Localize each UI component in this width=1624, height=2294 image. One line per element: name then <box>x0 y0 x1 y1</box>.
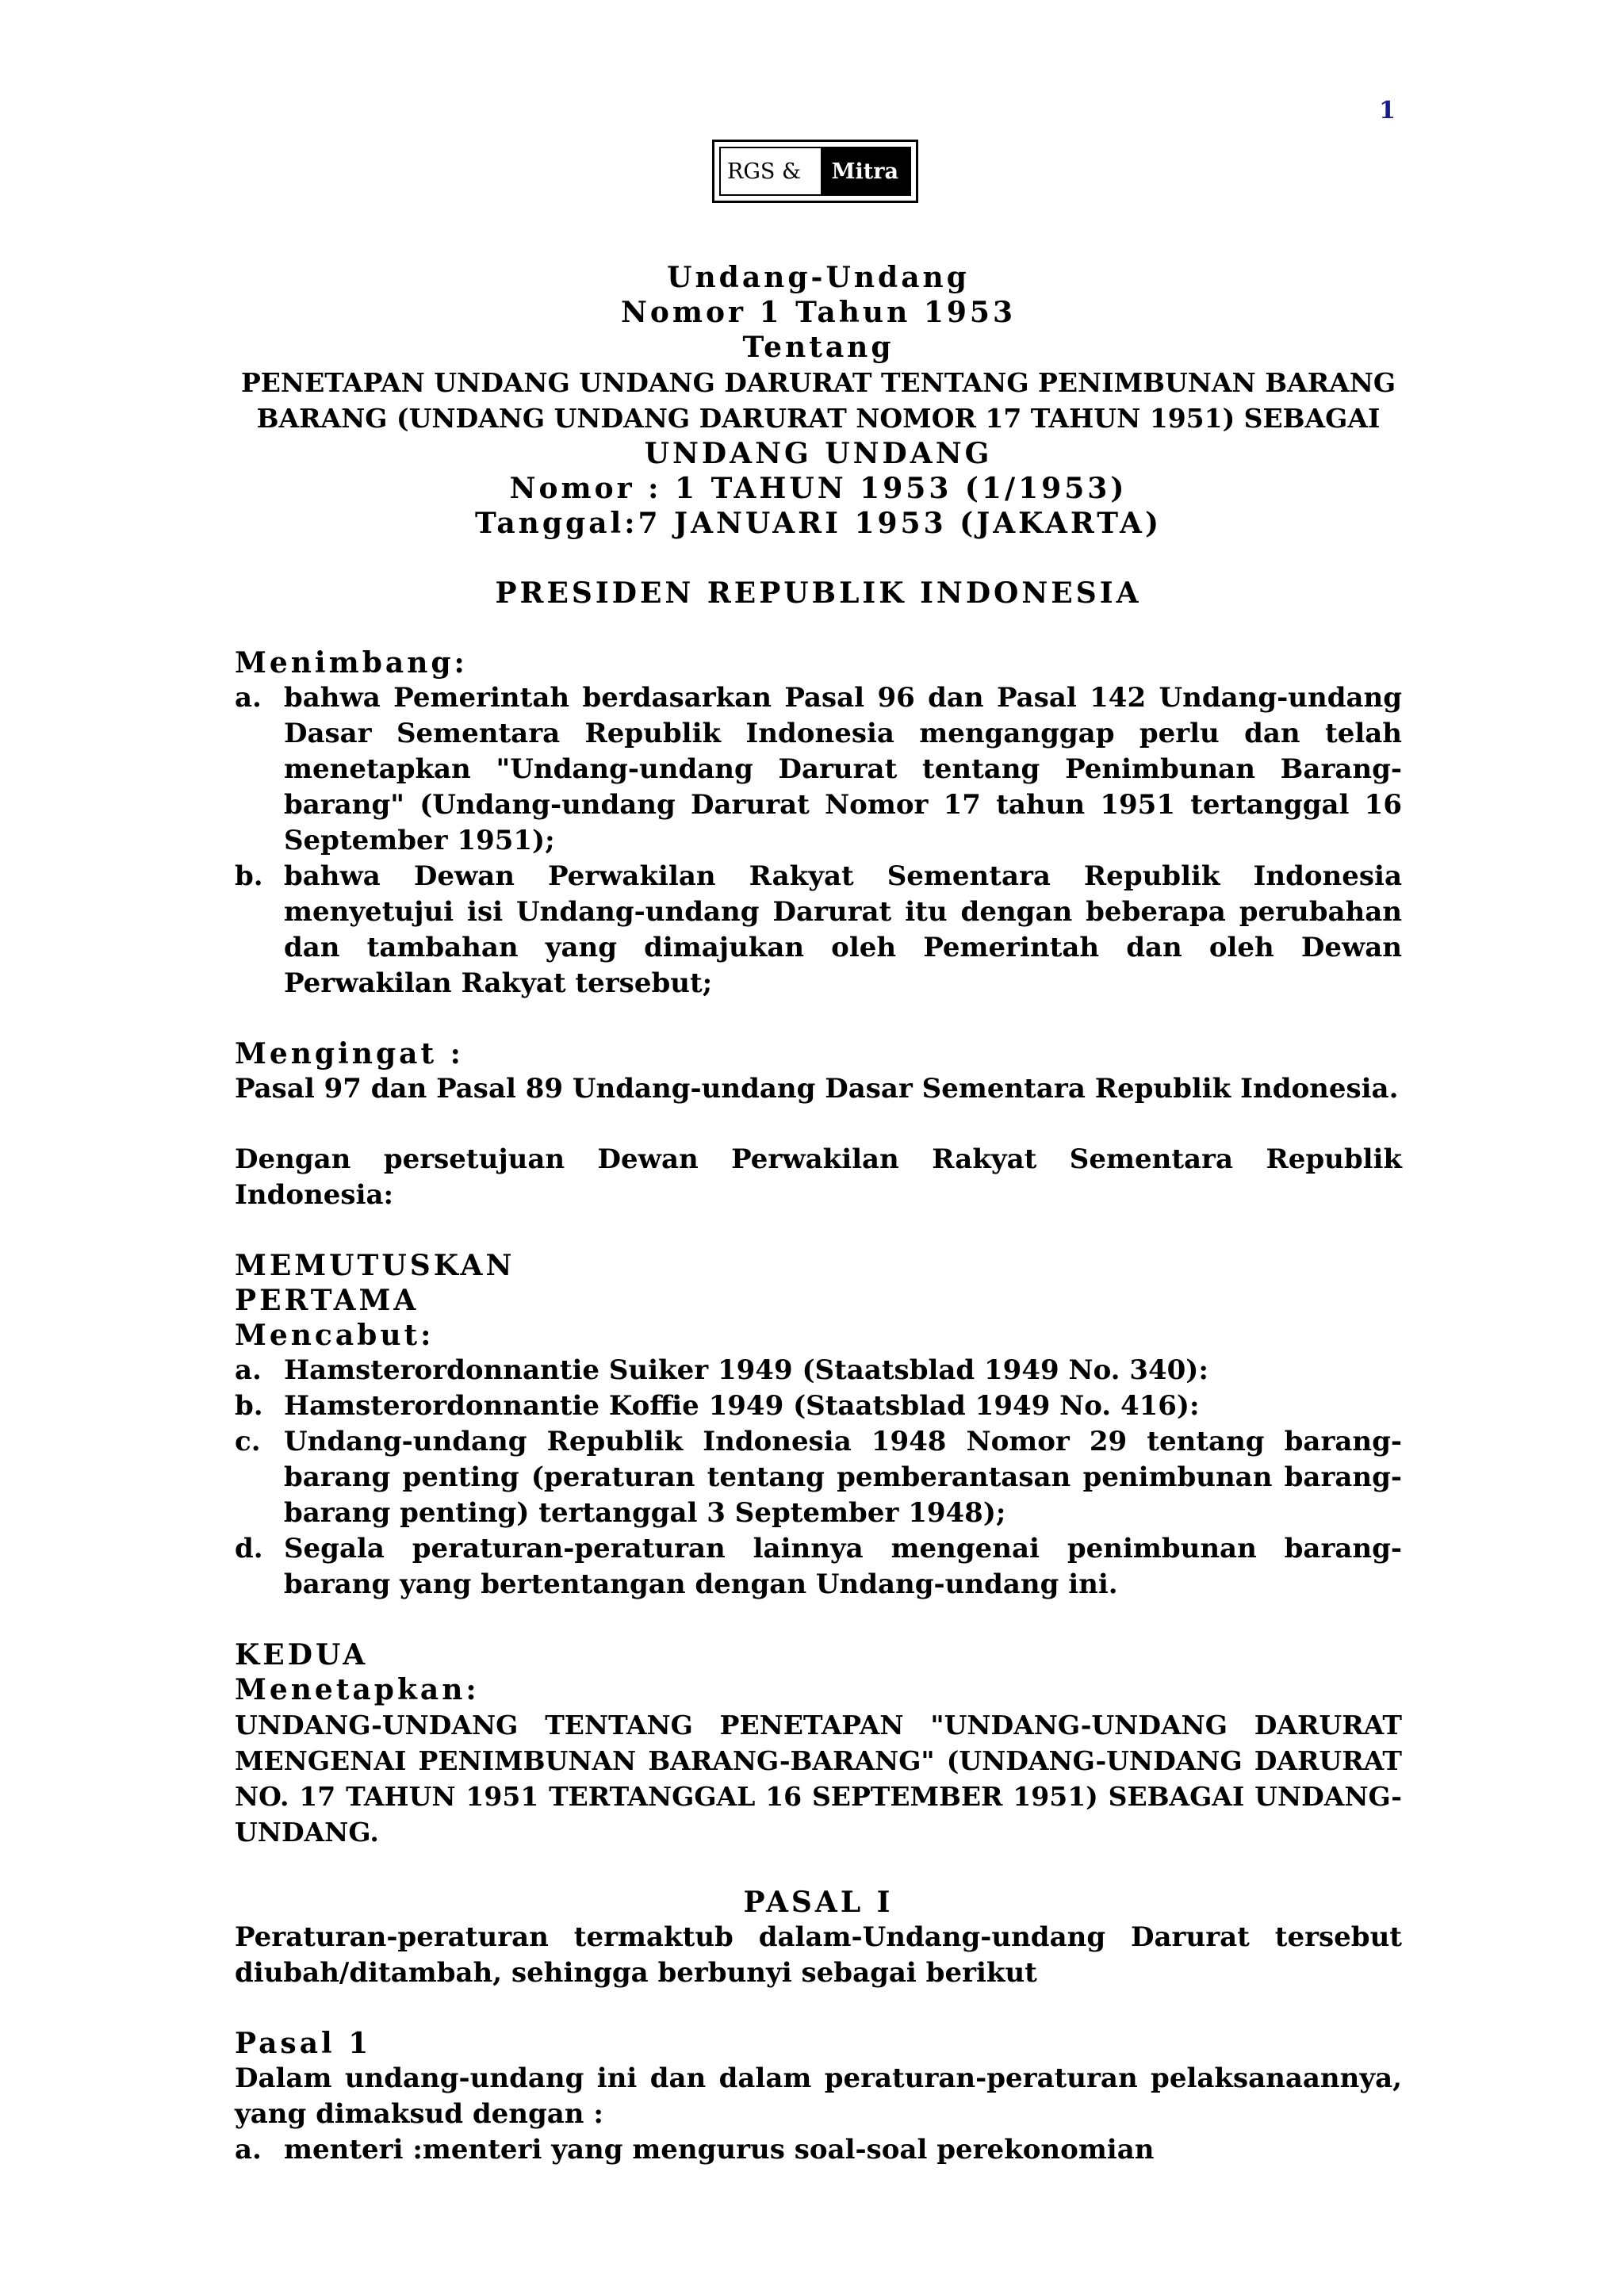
mencabut-item <box>235 1353 1402 1388</box>
menetapkan-text: UNDANG-UNDANG TENTANG PENETAPAN "UNDANG-UNDANG DARURAT MENGENAI PENIMBUNAN BARANG-BARANG" (UNDANG-UNDANG DARURAT NO. 17 TAHUN 1951 TERTANGGAL 16 SEPTEMBER 1951) SEBAGAI UNDANG-UNDANG. <box>235 1710 1402 1848</box>
item-label: b. <box>235 860 263 892</box>
pertama-heading: PERTAMA <box>235 1284 419 1317</box>
mencabut-item <box>235 1388 1402 1424</box>
header-line-8: Tanggal:7 JANUARI 1953 (JAKARTA) <box>475 507 1162 540</box>
header-line-2: Nomor 1 Tahun 1953 <box>620 296 1017 329</box>
item-label: a. <box>235 2134 262 2166</box>
mengingat-heading: Mengingat : <box>235 1037 464 1070</box>
header-line-3: Tentang <box>742 331 894 364</box>
page-number: 1 <box>1379 97 1396 124</box>
item-label: b. <box>235 1390 263 1422</box>
document-body <box>235 260 1402 2168</box>
president-heading: PRESIDEN REPUBLIK INDONESIA <box>495 576 1142 610</box>
item-text: Hamsterordonnantie Koffie 1949 (Staatsblad 1949 No. 416): <box>284 1390 1200 1422</box>
menimbang-heading: Menimbang: <box>235 646 468 680</box>
mencabut-item <box>235 1424 1402 1531</box>
logo-right-text: Mitra <box>821 148 910 194</box>
rgs-mitra-logo <box>712 140 918 203</box>
header-line-4: PENETAPAN UNDANG UNDANG DARURAT TENTANG PENIMBUNAN BARANG <box>240 367 1396 398</box>
pasal-1-item <box>235 2132 1402 2168</box>
persetujuan-text: Dengan persetujuan Dewan Perwakilan Rakyat Sementara Republik Indonesia: <box>235 1143 1402 1211</box>
item-text: menteri :menteri yang mengurus soal-soal perekonomian <box>284 2134 1155 2166</box>
logo-frame <box>719 147 911 196</box>
menimbang-item <box>235 859 1402 1001</box>
logo-left-text: RGS & <box>727 159 802 184</box>
header-line-7: Nomor : 1 TAHUN 1953 (1/1953) <box>509 472 1128 505</box>
item-text: bahwa Pemerintah berdasarkan Pasal 96 dan Pasal 142 Undang-undang Dasar Sementara Republik Indonesia menganggap perlu dan telah menetapkan "Undang-undang Darurat tentang Penimbunan Barang-barang" (Undang-undang Darurat Nomor 17 tahun 1951 tertanggal 16 September 1951); <box>284 682 1402 856</box>
pasal-i-heading: PASAL I <box>743 1886 894 1919</box>
menimbang-item <box>235 680 1402 859</box>
item-label: a. <box>235 682 262 714</box>
pasal-i-text: Peraturan-peraturan termaktub dalam-Undang-undang Darurat tersebut diubah/ditambah, sehingga berbunyi sebagai berikut <box>235 1921 1402 1989</box>
item-text: Hamsterordonnantie Suiker 1949 (Staatsblad 1949 No. 340): <box>284 1354 1208 1386</box>
item-text: Undang-undang Republik Indonesia 1948 Nomor 29 tentang barang-barang penting (peraturan tentang pemberantasan penimbunan barang-barang penting) tertanggal 3 September 1948); <box>284 1426 1402 1529</box>
pasal-1-text: Dalam undang-undang ini dan dalam peraturan-peraturan pelaksanaannya, yang dimaksud dengan : <box>235 2062 1402 2130</box>
header-line-6: UNDANG UNDANG <box>644 437 993 470</box>
item-label: a. <box>235 1354 262 1386</box>
mencabut-heading: Mencabut: <box>235 1319 435 1352</box>
pasal-1-heading: Pasal 1 <box>235 2027 372 2060</box>
menetapkan-heading: Menetapkan: <box>235 1673 480 1706</box>
mengingat-text: Pasal 97 dan Pasal 89 Undang-undang Dasar Sementara Republik Indonesia. <box>235 1073 1399 1105</box>
mencabut-item <box>235 1531 1402 1603</box>
header-line-5: BARANG (UNDANG UNDANG DARURAT NOMOR 17 TAHUN 1951) SEBAGAI <box>256 403 1381 434</box>
item-label: d. <box>235 1533 263 1564</box>
item-text: Segala peraturan-peraturan lainnya mengenai penimbunan barang-barang yang bertentangan dengan Undang-undang ini. <box>284 1533 1402 1600</box>
document-header <box>235 260 1402 541</box>
item-text: bahwa Dewan Perwakilan Rakyat Sementara Republik Indonesia menyetujui isi Undang-undang Darurat itu dengan beberapa perubahan dan tambahan yang dimajukan oleh Pemerintah dan oleh Dewan Perwakilan Rakyat tersebut; <box>284 860 1402 999</box>
kedua-heading: KEDUA <box>235 1638 369 1672</box>
header-line-1: Undang-Undang <box>667 261 970 294</box>
memutuskan-heading: MEMUTUSKAN <box>235 1249 515 1282</box>
item-label: c. <box>235 1426 261 1457</box>
